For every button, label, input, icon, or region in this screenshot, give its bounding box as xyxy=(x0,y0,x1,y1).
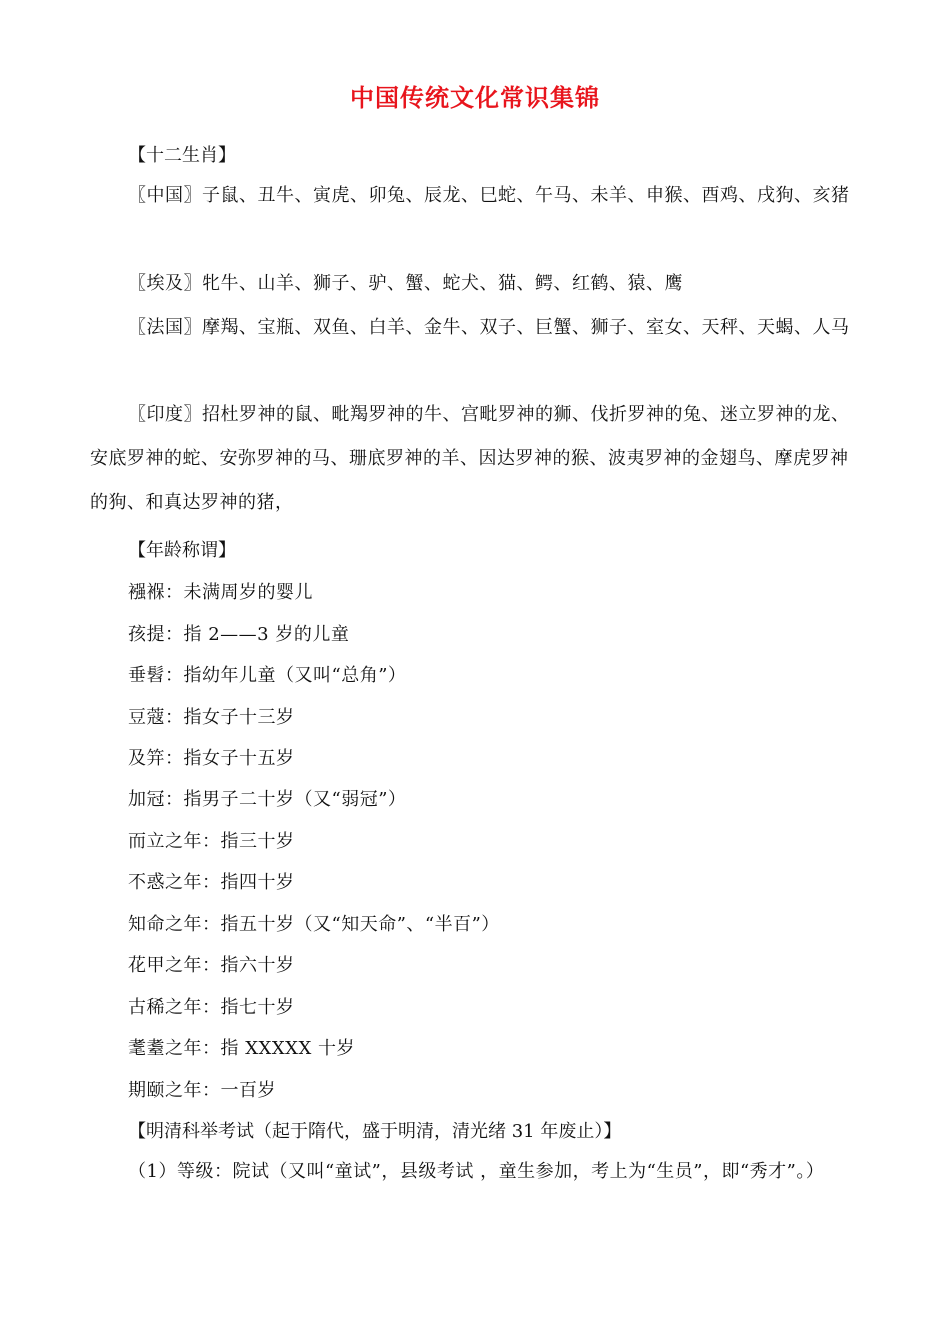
age-terms-heading: 【年龄称谓】 xyxy=(128,540,236,561)
exam-level-paragraph: （1）等级：院试（又叫“童试”，县级考试 ，童生参加，考上为“生员”，即“秀才”。） xyxy=(128,1161,825,1182)
age-term-item: 豆蔻：指女子十三岁 xyxy=(128,707,295,728)
exam-heading: 【明清科举考试（起于隋代，盛于明清，清光绪 31 年废止）】 xyxy=(128,1121,622,1142)
age-term-item: 期颐之年：一百岁 xyxy=(128,1080,276,1101)
age-term-item: 襁褓：未满周岁的婴儿 xyxy=(128,582,313,603)
age-term-item: 不惑之年：指四十岁 xyxy=(128,872,295,893)
zodiac-france-paragraph: 〖法国〗摩羯、宝瓶、双鱼、白羊、金牛、双子、巨蟹、狮子、室女、天秤、天蝎、人马 xyxy=(128,317,850,338)
age-term-item: 加冠：指男子二十岁（又“弱冠”） xyxy=(128,789,407,810)
age-term-item: 孩提：指 2——3 岁的儿童 xyxy=(128,624,350,645)
document-title: 中国传统文化常识集锦 xyxy=(350,84,600,112)
zodiac-india-paragraph: 〖印度〗招杜罗神的鼠、毗羯罗神的牛、宫毗罗神的狮、伐折罗神的兔、迷立罗神的龙、安底罗神的蛇、安弥罗神的马、珊底罗神的羊、因达罗神的猴、波夷罗神的金翅鸟、摩虎罗神的狗、和真达罗神的猪， xyxy=(90,404,850,513)
age-term-item: 而立之年：指三十岁 xyxy=(128,831,295,852)
age-term-item: 及笄：指女子十五岁 xyxy=(128,748,295,769)
zodiac-china-paragraph: 〖中国〗子鼠、丑牛、寅虎、卯兔、辰龙、巳蛇、午马、未羊、申猴、酉鸡、戌狗、亥猪 xyxy=(128,185,850,206)
age-term-item: 古稀之年：指七十岁 xyxy=(128,997,295,1018)
zodiac-egypt-paragraph: 〖埃及〗牝牛、山羊、狮子、驴、蟹、蛇犬、猫、鳄、红鹤、猿、鹰 xyxy=(128,273,683,294)
zodiac-heading: 【十二生肖】 xyxy=(128,145,236,166)
age-term-item: 知命之年：指五十岁（又“知天命”、“半百”） xyxy=(128,914,500,935)
age-term-item: 花甲之年：指六十岁 xyxy=(128,955,295,976)
age-term-item: 耄耋之年：指 XXXXX 十岁 xyxy=(128,1038,356,1059)
age-term-item: 垂髫：指幼年儿童（又叫“总角”） xyxy=(128,665,407,686)
